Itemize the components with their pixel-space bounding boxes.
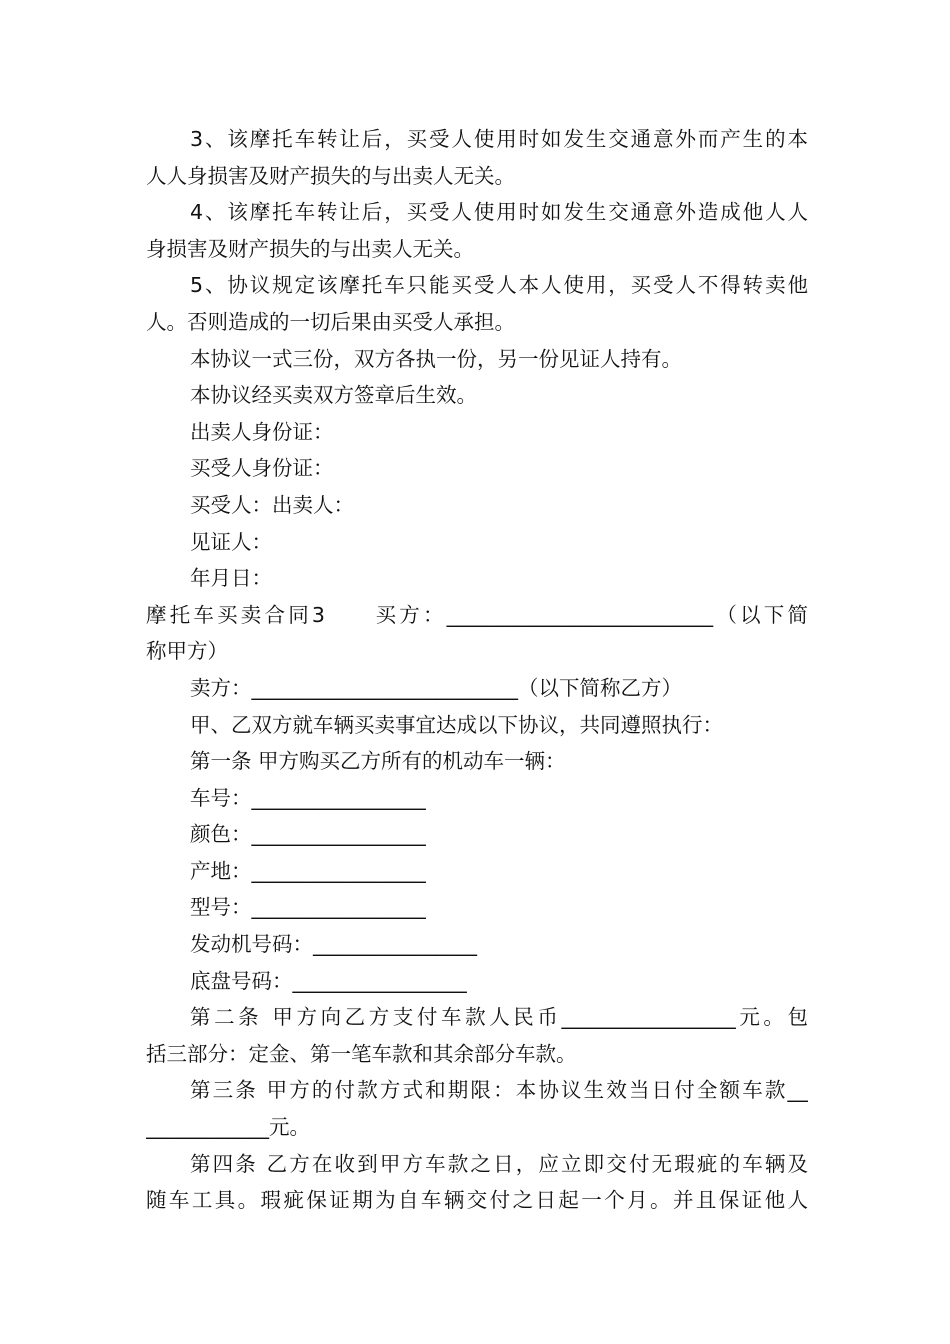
line-text: 第二条 甲方向乙方支付车款人民币_________________元。包 <box>190 1005 808 1030</box>
text-line <box>146 999 808 1036</box>
line-text: 随车工具。瑕疵保证期为自车辆交付之日起一个月。并且保证他人 <box>146 1188 808 1213</box>
line-text: 5、协议规定该摩托车只能买受人本人使用，买受人不得转卖他 <box>190 273 808 298</box>
text-line <box>146 963 808 1000</box>
text-line <box>146 707 808 744</box>
line-text: 3、该摩托车转让后，买受人使用时如发生交通意外而产生的本 <box>190 127 808 151</box>
text-line <box>146 194 808 231</box>
line-text: ____________元。 <box>146 1115 310 1140</box>
line-text: 称甲方） <box>146 639 228 664</box>
line-text: 人。否则造成的一切后果由买受人承担。 <box>146 309 515 334</box>
text-line <box>146 780 808 817</box>
text-line <box>146 524 808 561</box>
text-line <box>146 560 808 597</box>
text-line <box>146 341 808 378</box>
document-page <box>146 121 808 1219</box>
line-text: 出卖人身份证： <box>190 419 334 444</box>
text-line <box>146 816 808 853</box>
text-line <box>146 670 808 707</box>
line-text: 第三条 甲方的付款方式和期限：本协议生效当日付全额车款__ <box>190 1078 808 1103</box>
line-text: 括三部分：定金、第一笔车款和其余部分车款。 <box>146 1041 577 1066</box>
text-line <box>146 597 808 634</box>
line-text: 第四条 乙方在收到甲方车款之日，应立即交付无瑕疵的车辆及 <box>190 1151 808 1176</box>
text-line <box>146 743 808 780</box>
line-text: 底盘号码：_________________ <box>190 968 467 993</box>
text-line <box>146 1072 808 1109</box>
line-text: 见证人： <box>190 529 272 554</box>
line-text: 第一条 甲方购买乙方所有的机动车一辆： <box>190 749 566 774</box>
text-line <box>146 853 808 890</box>
text-line <box>146 121 808 158</box>
line-text: 车号：_________________ <box>190 785 426 810</box>
line-text: 产地：_________________ <box>190 858 426 883</box>
line-text: 发动机号码：________________ <box>190 932 477 957</box>
line-text: 颜色：_________________ <box>190 822 426 847</box>
line-text: 买受人：出卖人： <box>190 492 354 517</box>
text-line <box>146 633 808 670</box>
text-line <box>146 231 808 268</box>
text-line <box>146 889 808 926</box>
line-text: 身损害及财产损失的与出卖人无关。 <box>146 236 474 261</box>
text-line <box>146 1146 808 1183</box>
line-text: 摩托车买卖合同3 买方：__________________________（以下简 <box>146 602 808 627</box>
line-text: 甲、乙双方就车辆买卖事宜达成以下协议，共同遵照执行： <box>190 712 723 737</box>
line-text: 本协议经买卖双方签章后生效。 <box>190 383 477 408</box>
text-line <box>146 1182 808 1219</box>
line-text: 4、该摩托车转让后，买受人使用时如发生交通意外造成他人人 <box>190 200 808 225</box>
line-text: 买受人身份证： <box>190 456 334 481</box>
text-line <box>146 1036 808 1073</box>
text-line <box>146 377 808 414</box>
text-line <box>146 304 808 341</box>
text-line <box>146 926 808 963</box>
line-text: 卖方：__________________________（以下简称乙方） <box>190 675 682 700</box>
text-line <box>146 1109 808 1146</box>
line-text: 年月日： <box>190 566 272 591</box>
line-text: 本协议一式三份，双方各执一份，另一份见证人持有。 <box>190 346 682 371</box>
text-line <box>146 450 808 487</box>
text-line <box>146 414 808 451</box>
text-line <box>146 158 808 195</box>
line-text: 型号：_________________ <box>190 895 426 920</box>
line-text: 人人身损害及财产损失的与出卖人无关。 <box>146 163 515 188</box>
text-line <box>146 487 808 524</box>
text-line <box>146 267 808 304</box>
